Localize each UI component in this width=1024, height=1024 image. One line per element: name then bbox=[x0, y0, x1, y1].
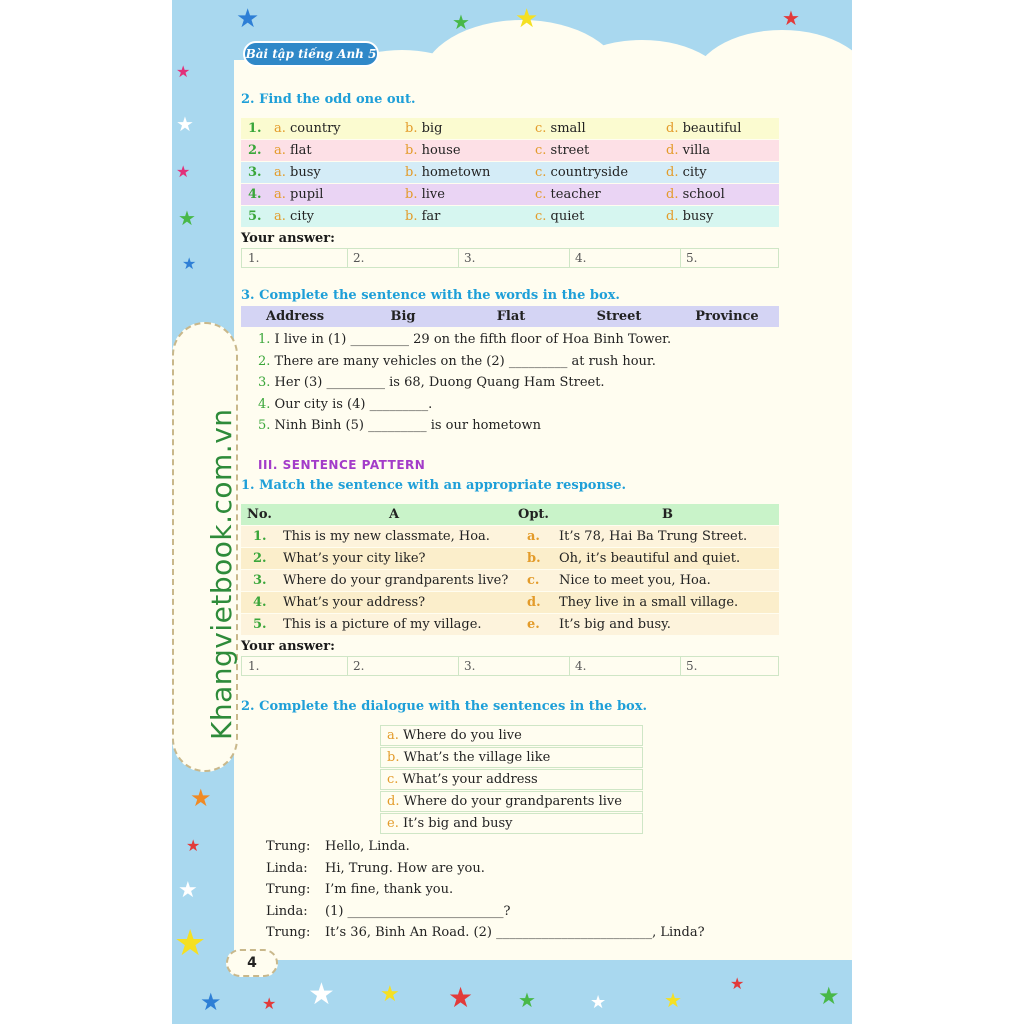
answer-slot: 5. bbox=[686, 251, 698, 265]
dialogue-option bbox=[380, 747, 643, 768]
response-b: Oh, it’s beautiful and quiet. bbox=[559, 551, 741, 566]
option-word: city bbox=[290, 209, 315, 224]
dialogue-option bbox=[380, 791, 643, 812]
option-text bbox=[387, 750, 550, 765]
option-letter: b. bbox=[405, 121, 422, 136]
sentence-text: I live in (1) _________ 29 on the fifth floor of Hoa Binh Tower. bbox=[274, 332, 672, 347]
row-number: 5. bbox=[253, 617, 267, 632]
answer-slot: 3. bbox=[464, 659, 476, 673]
word-province: Province bbox=[695, 309, 759, 324]
option-b bbox=[405, 143, 461, 158]
word-box bbox=[241, 306, 779, 327]
sentence-text: There are many vehicles on the (2) _________ at rush hour. bbox=[274, 353, 656, 369]
sentence-number: 1. bbox=[258, 332, 275, 347]
option-word: house bbox=[421, 143, 461, 158]
header-no: No. bbox=[247, 507, 272, 522]
option-letter: e. bbox=[387, 816, 403, 831]
star-icon: ★ bbox=[448, 981, 474, 1014]
answer-slot: 3. bbox=[464, 251, 476, 265]
sentence-a: What’s your address? bbox=[283, 595, 426, 610]
sentence-text: Her (3) _________ is 68, Duong Quang Ham Street. bbox=[274, 375, 605, 390]
option-letter: a. bbox=[274, 121, 291, 136]
response-b: It’s big and busy. bbox=[559, 617, 671, 632]
option-letter: a. bbox=[274, 165, 291, 180]
dialogue-line: (1) ________________________? bbox=[325, 903, 511, 919]
option-word: flat bbox=[290, 143, 312, 158]
option-letter: b. bbox=[405, 165, 422, 180]
option-b bbox=[405, 165, 490, 180]
table-row bbox=[241, 184, 779, 205]
option-word: beautiful bbox=[682, 121, 742, 136]
answer-label: Your answer: bbox=[241, 231, 335, 246]
option-letter: e. bbox=[527, 617, 540, 632]
option-c bbox=[535, 121, 586, 136]
dialogue-line: It’s 36, Binh An Road. (2) ________________________, Linda? bbox=[325, 925, 705, 940]
option-word: far bbox=[421, 209, 441, 224]
star-icon: ★ bbox=[818, 982, 840, 1010]
option-letter: d. bbox=[666, 187, 683, 202]
option-letter: d. bbox=[387, 794, 404, 809]
word-address: Address bbox=[265, 309, 325, 324]
option-sentence: What’s the village like bbox=[403, 750, 551, 765]
option-b bbox=[405, 209, 440, 224]
dialogue-line: I’m fine, thank you. bbox=[325, 882, 454, 897]
star-icon: ★ bbox=[730, 974, 745, 993]
answer-slot: 5. bbox=[686, 659, 698, 673]
dialogue-heading: 2. Complete the dialogue with the sentences in the box. bbox=[241, 699, 647, 714]
option-d bbox=[666, 187, 725, 202]
odd-one-out-heading: 2. Find the odd one out. bbox=[241, 92, 416, 107]
star-icon: ★ bbox=[452, 10, 470, 34]
option-text bbox=[387, 772, 538, 787]
option-a bbox=[274, 187, 323, 202]
row-number: 4. bbox=[253, 595, 267, 610]
option-sentence: What’s your address bbox=[402, 772, 538, 787]
star-icon: ★ bbox=[182, 254, 197, 273]
option-letter: b. bbox=[405, 143, 422, 158]
option-word: villa bbox=[682, 143, 711, 158]
star-icon: ★ bbox=[176, 112, 194, 136]
dialogue-speaker: Linda: bbox=[266, 860, 308, 876]
table-row bbox=[241, 162, 779, 183]
star-icon: ★ bbox=[664, 988, 682, 1012]
star-icon: ★ bbox=[178, 206, 196, 230]
table-row bbox=[241, 118, 779, 139]
star-icon: ★ bbox=[308, 977, 335, 1012]
answer-slot: 2. bbox=[353, 659, 365, 673]
table-row bbox=[241, 206, 779, 227]
option-b bbox=[405, 121, 442, 136]
sentence-a: This is a picture of my village. bbox=[283, 617, 482, 632]
option-a bbox=[274, 143, 312, 158]
option-word: teacher bbox=[550, 187, 601, 202]
dialogue-speaker: Trung: bbox=[266, 882, 311, 897]
option-letter: b. bbox=[405, 187, 422, 202]
star-icon: ★ bbox=[178, 878, 198, 903]
dialogue-option bbox=[380, 813, 643, 834]
answer-divider bbox=[458, 657, 459, 675]
complete-sentence-heading: 3. Complete the sentence with the words in the box. bbox=[241, 288, 620, 303]
star-icon: ★ bbox=[174, 923, 207, 964]
option-letter: a. bbox=[387, 728, 404, 743]
star-icon: ★ bbox=[186, 836, 201, 855]
star-icon: ★ bbox=[262, 994, 277, 1013]
dialogue-speaker: Trung: bbox=[266, 839, 311, 854]
star-icon: ★ bbox=[782, 6, 800, 30]
option-letter: b. bbox=[527, 551, 541, 566]
dialogue-speaker: Linda: bbox=[266, 903, 308, 919]
option-c bbox=[535, 165, 628, 180]
table-row bbox=[241, 548, 779, 569]
header-b: B bbox=[662, 507, 673, 522]
option-d bbox=[666, 209, 713, 224]
sentence bbox=[258, 418, 541, 433]
sentence-number: 3. bbox=[258, 375, 275, 390]
star-icon: ★ bbox=[236, 4, 260, 34]
response-b: Nice to meet you, Hoa. bbox=[559, 573, 711, 588]
option-letter: c. bbox=[535, 121, 551, 136]
option-letter: d. bbox=[666, 209, 683, 224]
answer-slot: 1. bbox=[248, 251, 260, 265]
word-street: Street bbox=[596, 309, 642, 324]
dialogue-speaker: Trung: bbox=[266, 925, 311, 940]
star-icon: ★ bbox=[518, 988, 536, 1012]
row-number: 1. bbox=[248, 121, 262, 136]
answer-divider bbox=[569, 657, 570, 675]
response-b: It’s 78, Hai Ba Trung Street. bbox=[559, 529, 748, 544]
table-row bbox=[241, 592, 779, 613]
option-sentence: It’s big and busy bbox=[402, 816, 513, 831]
sentence bbox=[258, 397, 432, 412]
dialogue-line: Hi, Trung. How are you. bbox=[325, 860, 485, 876]
option-letter: d. bbox=[666, 121, 683, 136]
table-row bbox=[241, 526, 779, 547]
answer-divider bbox=[347, 249, 348, 267]
option-word: busy bbox=[290, 165, 321, 180]
answer-divider bbox=[680, 657, 681, 675]
answer-slot: 1. bbox=[248, 659, 260, 673]
sentence-pattern-title: III. SENTENCE PATTERN bbox=[258, 458, 426, 472]
option-letter: a. bbox=[274, 187, 291, 202]
answer-row bbox=[241, 656, 779, 676]
answer-divider bbox=[347, 657, 348, 675]
dialogue-line: Hello, Linda. bbox=[325, 839, 410, 854]
option-word: busy bbox=[682, 209, 714, 224]
option-sentence: Where do you live bbox=[403, 728, 522, 743]
option-word: country bbox=[290, 121, 341, 136]
option-d bbox=[666, 121, 741, 136]
option-letter: b. bbox=[405, 209, 422, 224]
sentence-a: What’s your city like? bbox=[283, 551, 426, 566]
star-icon: ★ bbox=[590, 992, 607, 1013]
answer-slot: 2. bbox=[353, 251, 365, 265]
option-word: big bbox=[421, 121, 443, 136]
option-letter: c. bbox=[387, 772, 403, 787]
table-row bbox=[241, 614, 779, 635]
sentence-text: Our city is (4) _________. bbox=[274, 396, 433, 412]
table-row bbox=[241, 570, 779, 591]
option-c bbox=[535, 143, 589, 158]
option-letter: c. bbox=[535, 165, 551, 180]
option-letter: a. bbox=[274, 209, 291, 224]
sentence bbox=[258, 332, 671, 347]
option-letter: c. bbox=[535, 143, 551, 158]
answer-slot: 4. bbox=[575, 659, 587, 673]
response-b: They live in a small village. bbox=[559, 595, 739, 610]
option-word: countryside bbox=[550, 165, 629, 180]
star-icon: ★ bbox=[200, 988, 222, 1016]
option-d bbox=[666, 143, 710, 158]
option-letter: d. bbox=[666, 143, 683, 158]
match-heading: 1. Match the sentence with an appropriate response. bbox=[241, 478, 627, 493]
table-header bbox=[241, 504, 779, 525]
book-title-badge: Bài tập tiếng Anh 5 bbox=[243, 41, 379, 67]
option-text bbox=[387, 728, 522, 743]
row-number: 5. bbox=[248, 209, 262, 224]
row-number: 2. bbox=[248, 143, 262, 158]
option-letter: d. bbox=[666, 165, 683, 180]
option-letter: b. bbox=[387, 750, 404, 765]
sentence-number: 2. bbox=[258, 353, 275, 369]
sentence bbox=[258, 375, 605, 390]
answer-divider bbox=[458, 249, 459, 267]
row-number: 3. bbox=[248, 165, 262, 180]
dialogue-option bbox=[380, 725, 643, 746]
answer-slot: 4. bbox=[575, 251, 587, 265]
option-word: pupil bbox=[290, 187, 324, 202]
option-word: school bbox=[682, 187, 725, 202]
star-icon: ★ bbox=[176, 62, 191, 81]
answer-divider bbox=[569, 249, 570, 267]
option-letter: c. bbox=[535, 187, 551, 202]
option-word: street bbox=[550, 143, 590, 158]
option-d bbox=[666, 165, 707, 180]
watermark: Khangvietbook.com.vn bbox=[205, 408, 238, 740]
option-word: live bbox=[421, 187, 445, 202]
header-a: A bbox=[389, 507, 400, 522]
page-number: 4 bbox=[226, 949, 278, 977]
table-row bbox=[241, 140, 779, 161]
star-icon: ★ bbox=[515, 4, 539, 34]
sentence-a: Where do your grandparents live? bbox=[283, 573, 509, 588]
sentence-number: 5. bbox=[258, 418, 275, 433]
option-text bbox=[387, 794, 622, 809]
star-icon: ★ bbox=[190, 784, 212, 812]
word-flat: Flat bbox=[496, 309, 526, 324]
row-number: 3. bbox=[253, 573, 267, 588]
option-a bbox=[274, 165, 321, 180]
option-word: hometown bbox=[421, 165, 491, 180]
word-big: Big bbox=[390, 309, 416, 324]
sentence bbox=[258, 354, 656, 369]
header-opt: Opt. bbox=[518, 507, 549, 522]
option-letter: a. bbox=[527, 529, 540, 544]
sentence-number: 4. bbox=[258, 396, 275, 412]
row-number: 1. bbox=[253, 529, 267, 544]
option-letter: c. bbox=[535, 209, 551, 224]
option-word: small bbox=[550, 121, 586, 136]
star-icon: ★ bbox=[176, 162, 191, 181]
option-letter: c. bbox=[527, 573, 540, 588]
option-word: city bbox=[682, 165, 707, 180]
sentence-a: This is my new classmate, Hoa. bbox=[283, 529, 490, 544]
option-c bbox=[535, 187, 601, 202]
option-letter: a. bbox=[274, 143, 291, 158]
option-c bbox=[535, 209, 584, 224]
answer-row bbox=[241, 248, 779, 268]
option-a bbox=[274, 209, 314, 224]
answer-divider bbox=[680, 249, 681, 267]
row-number: 2. bbox=[253, 551, 267, 566]
dialogue-option bbox=[380, 769, 643, 790]
option-a bbox=[274, 121, 341, 136]
row-number: 4. bbox=[248, 187, 262, 202]
answer-label: Your answer: bbox=[241, 639, 335, 654]
option-sentence: Where do your grandparents live bbox=[403, 794, 622, 809]
star-icon: ★ bbox=[380, 982, 400, 1007]
option-text bbox=[387, 816, 513, 831]
option-word: quiet bbox=[550, 209, 585, 224]
option-letter: d. bbox=[527, 595, 541, 610]
option-b bbox=[405, 187, 445, 202]
sentence-text: Ninh Binh (5) _________ is our hometown bbox=[274, 418, 542, 433]
